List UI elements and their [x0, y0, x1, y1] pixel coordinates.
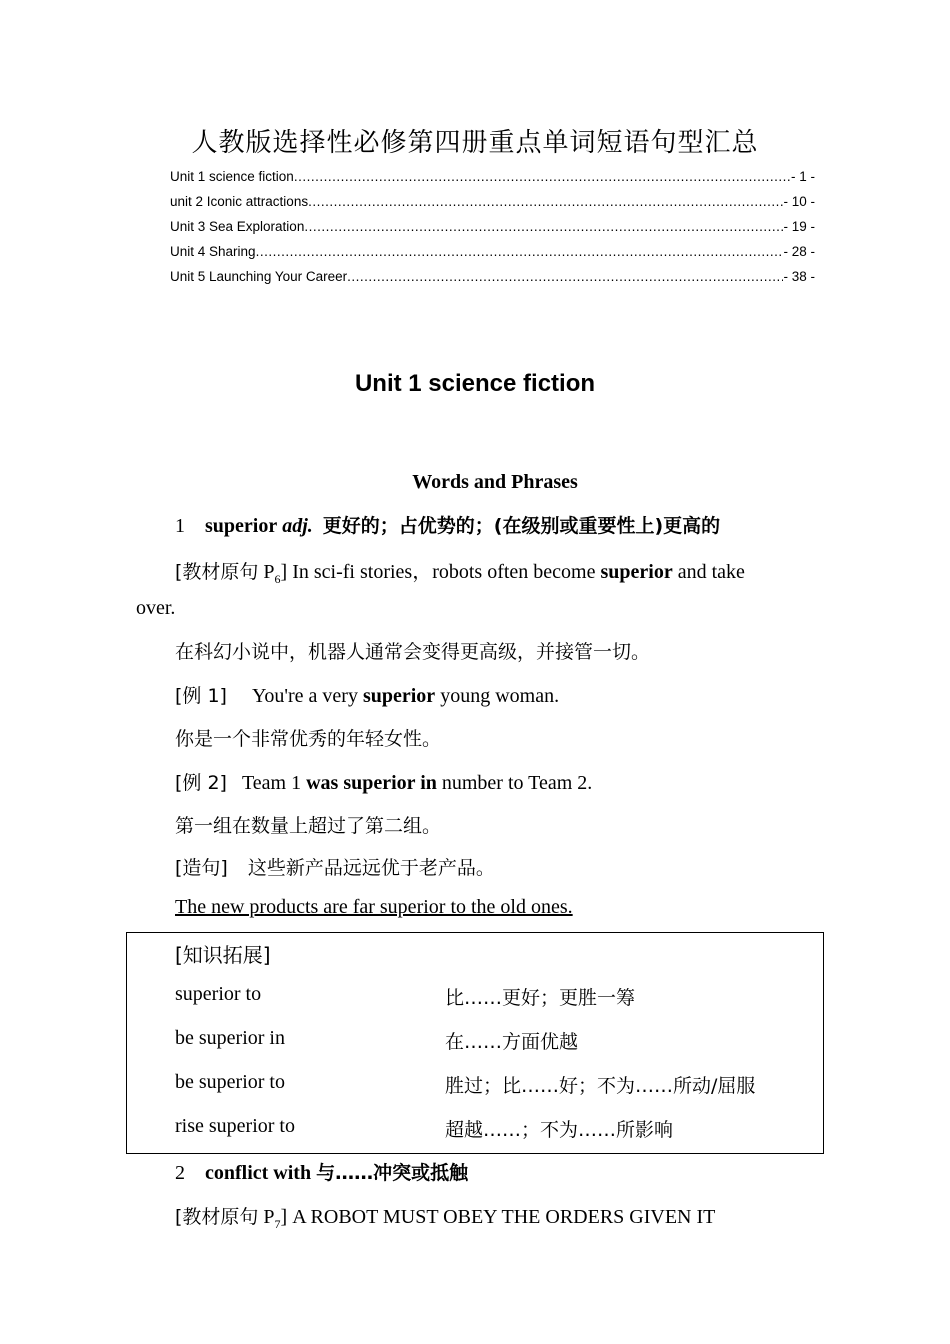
entry-2-headword [175, 1158, 468, 1185]
knowledge-phrase: superior to [175, 983, 262, 1005]
source-text-end: and take [677, 561, 745, 583]
toc-label: Unit 4 Sharing [170, 244, 256, 259]
toc-entry-unit-2[interactable] [170, 194, 815, 214]
example-1-translation: 你是一个非常优秀的年轻女性。 [175, 728, 442, 750]
toc-leader [256, 244, 784, 259]
make-tag: [造句] [175, 857, 228, 879]
toc-label: Unit 1 science fiction [170, 169, 294, 184]
source-page: P [263, 561, 275, 583]
source-tag: [教材原句 [175, 561, 259, 583]
knowledge-meaning: 比……更好；更胜一筹 [445, 987, 636, 1009]
part-of-speech: adj. [282, 515, 313, 537]
source-text: In sci-fi stories，robots often become [292, 561, 596, 583]
example-tag: [例 1] [175, 685, 227, 707]
section-heading: Words and Phrases [412, 471, 578, 493]
entry-1-source-sentence [175, 555, 745, 587]
toc-leader [304, 219, 783, 234]
example-2 [175, 768, 592, 795]
example-text: You're a very [251, 685, 358, 707]
example-keyword: was superior in [306, 772, 437, 794]
toc-entry-unit-5[interactable] [170, 269, 815, 289]
knowledge-extension-box [126, 932, 824, 1154]
toc-leader [308, 194, 783, 209]
toc-label: unit 2 Iconic attractions [170, 194, 309, 209]
source-text-wrap: over. [136, 597, 176, 619]
toc-label: Unit 5 Launching Your Career [170, 269, 348, 284]
knowledge-phrase: be superior in [175, 1027, 285, 1049]
source-page: P [263, 1206, 275, 1228]
toc-entry-unit-3[interactable] [170, 219, 815, 239]
source-close: ] [280, 561, 288, 583]
toc-entry-unit-4[interactable] [170, 244, 815, 264]
toc-page: - 1 - [790, 169, 815, 184]
toc-leader [347, 269, 783, 284]
entry-number: 2 [175, 1162, 185, 1184]
knowledge-phrase: be superior to [175, 1071, 285, 1093]
source-tag: [教材原句 [175, 1206, 259, 1228]
sentence-making [175, 853, 495, 880]
toc-page: - 38 - [783, 269, 815, 284]
toc-page: - 19 - [783, 219, 815, 234]
example-tag: [例 2] [175, 772, 227, 794]
example-text-end: young woman. [440, 685, 560, 707]
source-translation: 在科幻小说中，机器人通常会变得更高级，并接管一切。 [175, 641, 651, 663]
entry-1-headword [175, 511, 720, 538]
source-keyword: superior [600, 561, 673, 583]
example-text: Team 1 [241, 772, 302, 794]
example-text-end: number to Team 2. [441, 772, 593, 794]
toc-page: - 10 - [783, 194, 815, 209]
source-page-number: 7 [274, 1217, 281, 1231]
toc-page: - 28 - [783, 244, 815, 259]
source-text: ] A ROBOT MUST OBEY THE ORDERS GIVEN IT [280, 1206, 716, 1228]
knowledge-phrase: rise superior to [175, 1115, 295, 1137]
knowledge-title: [知识拓展] [175, 943, 271, 967]
knowledge-meaning: 超越……；不为……所影响 [445, 1119, 674, 1141]
headword: superior [205, 515, 278, 537]
unit-heading: Unit 1 science fiction [354, 370, 596, 397]
example-1 [175, 681, 559, 708]
example-2-translation: 第一组在数量上超过了第二组。 [175, 815, 442, 837]
headword-meaning: 更好的；占优势的；(在级别或重要性上)更高的 [322, 515, 721, 537]
make-answer: The new products are far superior to the old ones. [175, 896, 573, 918]
headword: conflict with [205, 1162, 312, 1184]
toc-leader [294, 169, 791, 184]
knowledge-meaning: 在……方面优越 [445, 1031, 579, 1053]
entry-2-source-sentence [175, 1202, 815, 1232]
entry-number: 1 [175, 515, 185, 537]
source-page-number: 6 [274, 572, 281, 586]
example-keyword: superior [362, 685, 436, 707]
toc-entry-unit-1[interactable] [170, 169, 815, 189]
document-title: 人教版选择性必修第四册重点单词短语句型汇总 [191, 128, 759, 157]
knowledge-meaning: 胜过；比……好；不为……所动/屈服 [445, 1075, 756, 1097]
make-prompt: 这些新产品远远优于老产品。 [247, 857, 495, 879]
toc-label: Unit 3 Sea Exploration [170, 219, 305, 234]
headword-meaning: 与……冲突或抵触 [316, 1162, 469, 1184]
